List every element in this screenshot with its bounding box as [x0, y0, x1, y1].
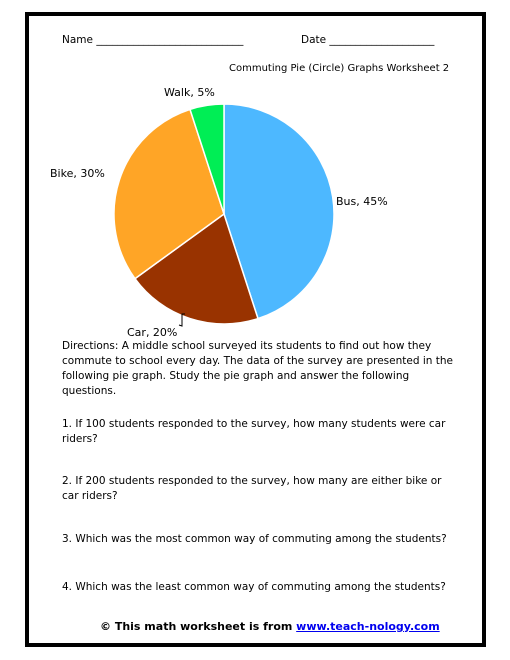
pie-label-car: Car, 20% — [127, 326, 178, 339]
pie-label-walk: Walk, 5% — [164, 86, 215, 99]
footer-credit — [100, 620, 440, 633]
footer-text: © This math worksheet is from — [100, 620, 297, 633]
worksheet-title: Commuting Pie (Circle) Graphs Worksheet 2 — [229, 63, 450, 74]
date-field-label: Date ____________________ — [301, 34, 435, 46]
question-4: 4. Which was the least common way of commuting among the students? — [62, 581, 446, 593]
question-2: 2. If 200 students responded to the survey, how many are either bike or car riders? — [62, 475, 442, 502]
footer-link[interactable]: www.teach-nology.com — [296, 620, 440, 633]
name-field-label: Name ____________________________ — [62, 34, 244, 46]
directions-text: Directions: A middle school surveyed its students to find out how they commute to school every day. The data of the survey are presented in the following pie graph. Study the pie graph and answer the following questions. — [62, 340, 453, 397]
pie-label-bike: Bike, 30% — [50, 167, 105, 180]
question-1: 1. If 100 students responded to the survey, how many students were car riders? — [62, 418, 446, 445]
pie-label-bus: Bus, 45% — [336, 195, 388, 208]
pie-chart — [29, 16, 482, 643]
worksheet-page — [25, 12, 486, 647]
question-3: 3. Which was the most common way of commuting among the students? — [62, 533, 447, 545]
